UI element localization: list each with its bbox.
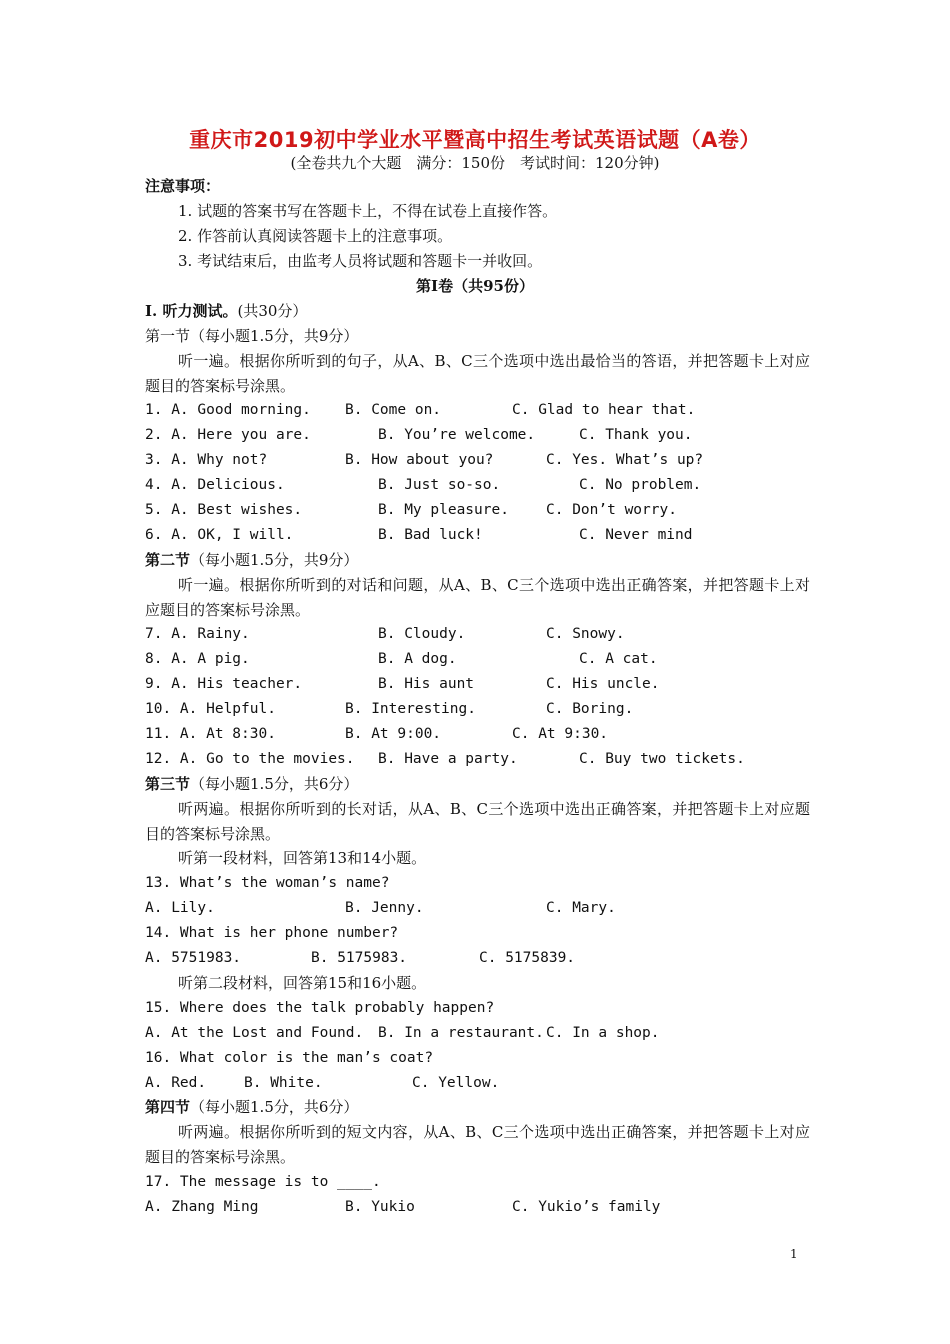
- option-b: B. Interesting.: [345, 701, 476, 717]
- option-b: B. White.: [244, 1075, 323, 1091]
- part1-heading-row: [0, 299, 950, 324]
- question-stem: 13. What’s the woman’s name?: [145, 875, 390, 891]
- option-b: B. His aunt: [378, 676, 475, 692]
- part1-heading-rest: (共30分）: [237, 302, 308, 320]
- notes-item: [0, 199, 950, 224]
- question-stem: 16. What color is the man’s coat?: [145, 1050, 434, 1066]
- option-c: C. Glad to hear that.: [512, 402, 696, 418]
- sec2-heading: [145, 548, 358, 573]
- option-c: C. Snowy.: [546, 626, 625, 642]
- question-stem-row: [0, 871, 950, 896]
- question-row: [0, 747, 950, 772]
- option-c: C. His uncle.: [546, 676, 660, 692]
- option-a: 11. A. At 8:30.: [145, 726, 276, 742]
- part1-heading-bold: I. 听力测试。: [145, 302, 238, 320]
- option-b: B. Cloudy.: [378, 626, 466, 642]
- option-b: B. At 9:00.: [345, 726, 442, 742]
- sec2-heading-bold: 第二节: [145, 551, 191, 569]
- option-b: B. Just so-so.: [378, 477, 501, 493]
- question-row: [0, 647, 950, 672]
- option-a: 1. A. Good morning.: [145, 402, 311, 418]
- sec3-heading-bold: 第三节: [145, 775, 191, 793]
- sec3-heading-row: [0, 772, 950, 797]
- option-c: C. Boring.: [546, 701, 634, 717]
- notes-heading-row: [0, 174, 950, 199]
- question-row: [0, 697, 950, 722]
- option-a: 12. A. Go to the movies.: [145, 751, 355, 767]
- option-b: B. You’re welcome.: [378, 427, 536, 443]
- question-row: [0, 722, 950, 747]
- option-c: C. Thank you.: [579, 427, 693, 443]
- option-b: B. How about you?: [345, 452, 494, 468]
- page-number: 1: [790, 1247, 798, 1261]
- part1-heading: [145, 299, 307, 324]
- option-c: C. Don’t worry.: [546, 502, 677, 518]
- option-c: C. 5175839.: [479, 950, 576, 966]
- question-row: [0, 448, 950, 473]
- sec1-heading: 第一节（每小题1.5分，共9分）: [145, 327, 359, 345]
- sec1-instruction: 听一遍。根据你所听到的句子，从A、B、C三个选项中选出最恰当的答语，并把答题卡上对应题目的答案标号涂黑。: [145, 352, 810, 395]
- volume-title-row: [0, 274, 950, 299]
- sec4-instruction: 听两遍。根据你所听到的短文内容，从A、B、C三个选项中选出正确答案，并把答题卡上对应题目的答案标号涂黑。: [145, 1123, 810, 1166]
- option-a: 7. A. Rainy.: [145, 626, 250, 642]
- notes-item-text: 1. 试题的答案书写在答题卡上，不得在试卷上直接作答。: [178, 202, 558, 220]
- question-row: [0, 423, 950, 448]
- sec3-heading: [145, 772, 358, 797]
- sec3-heading-rest: （每小题1.5分，共6分）: [190, 775, 359, 793]
- sec4-heading-bold: 第四节: [145, 1098, 191, 1116]
- sec4-heading: [145, 1095, 358, 1120]
- question-stem-row: [0, 1170, 950, 1195]
- volume-title: 第I卷（共95份）: [416, 277, 534, 295]
- question-row: [0, 523, 950, 548]
- option-c: C. A cat.: [579, 651, 658, 667]
- option-b: B. Yukio: [345, 1199, 415, 1215]
- option-a: A. Red.: [145, 1075, 207, 1091]
- option-c: C. Yukio’s family: [512, 1199, 661, 1215]
- question-stem: 15. Where does the talk probably happen?: [145, 1000, 495, 1016]
- question-row: [0, 896, 950, 921]
- option-a: 10. A. Helpful.: [145, 701, 276, 717]
- question-stem-row: [0, 1046, 950, 1071]
- question-row: [0, 672, 950, 697]
- sec4-heading-rest: （每小题1.5分，共6分）: [190, 1098, 359, 1116]
- option-a: 9. A. His teacher.: [145, 676, 303, 692]
- option-c: C. In a shop.: [546, 1025, 660, 1041]
- notes-item-text: 2. 作答前认真阅读答题卡上的注意事项。: [178, 227, 453, 245]
- option-b: B. Bad luck!: [378, 527, 483, 543]
- option-c: C. Never mind: [579, 527, 693, 543]
- option-b: B. A dog.: [378, 651, 457, 667]
- option-b: B. Come on.: [345, 402, 442, 418]
- notes-item: [0, 224, 950, 249]
- question-row: [0, 498, 950, 523]
- notes-item-text: 3. 考试结束后，由监考人员将试题和答题卡一并收回。: [178, 252, 543, 270]
- question-stem-row: [0, 996, 950, 1021]
- question-stem: 14. What is her phone number?: [145, 925, 399, 941]
- sec1-heading-row: [0, 324, 950, 349]
- option-a: A. At the Lost and Found.: [145, 1025, 364, 1041]
- material-row: [0, 971, 950, 996]
- option-a: 6. A. OK, I will.: [145, 527, 294, 543]
- option-a: 4. A. Delicious.: [145, 477, 285, 493]
- sec3-instruction: 听两遍。根据你所听到的长对话，从A、B、C三个选项中选出正确答案，并把答题卡上对应题目的答案标号涂黑。: [145, 800, 810, 843]
- option-c: C. Mary.: [546, 900, 616, 916]
- option-a: 8. A. A pig.: [145, 651, 250, 667]
- question-row: [0, 946, 950, 971]
- exam-title: 重庆市2019初中学业水平暨高中招生考试英语试题（A卷）: [189, 128, 761, 152]
- question-row: [0, 473, 950, 498]
- option-c: C. At 9:30.: [512, 726, 609, 742]
- option-b: B. Have a party.: [378, 751, 518, 767]
- option-c: C. Yes. What’s up?: [546, 452, 704, 468]
- option-a: A. Lily.: [145, 900, 215, 916]
- sec2-heading-row: [0, 548, 950, 573]
- question-stem-row: [0, 921, 950, 946]
- sec2-instruction: 听一遍。根据你所听到的对话和问题，从A、B、C三个选项中选出正确答案，并把答题卡上对应题目的答案标号涂黑。: [145, 576, 810, 619]
- option-a: A. Zhang Ming: [145, 1199, 259, 1215]
- option-b: B. Jenny.: [345, 900, 424, 916]
- exam-subtitle: (全卷共九个大题 满分：150份 考试时间：120分钟): [290, 154, 660, 172]
- option-a: A. 5751983.: [145, 950, 242, 966]
- notes-item: [0, 249, 950, 274]
- sec4-heading-row: [0, 1095, 950, 1120]
- option-a: 3. A. Why not?: [145, 452, 268, 468]
- question-row: [0, 622, 950, 647]
- question-row: [0, 398, 950, 423]
- question-row: [0, 1195, 950, 1220]
- sec2-heading-rest: （每小题1.5分，共9分）: [190, 551, 359, 569]
- option-b: B. 5175983.: [311, 950, 408, 966]
- option-a: 5. A. Best wishes.: [145, 502, 303, 518]
- material-row: [0, 846, 950, 871]
- option-c: C. No problem.: [579, 477, 702, 493]
- material-note: 听第一段材料，回答第13和14小题。: [178, 849, 427, 867]
- option-c: C. Yellow.: [412, 1075, 500, 1091]
- notes-heading: 注意事项：: [145, 177, 221, 195]
- option-b: B. My pleasure.: [378, 502, 509, 518]
- option-c: C. Buy two tickets.: [579, 751, 745, 767]
- material-note: 听第二段材料，回答第15和16小题。: [178, 974, 427, 992]
- question-stem: 17. The message is to ____.: [145, 1174, 381, 1190]
- question-row: [0, 1071, 950, 1096]
- option-a: 2. A. Here you are.: [145, 427, 311, 443]
- option-b: B. In a restaurant.: [378, 1025, 544, 1041]
- question-row: [0, 1021, 950, 1046]
